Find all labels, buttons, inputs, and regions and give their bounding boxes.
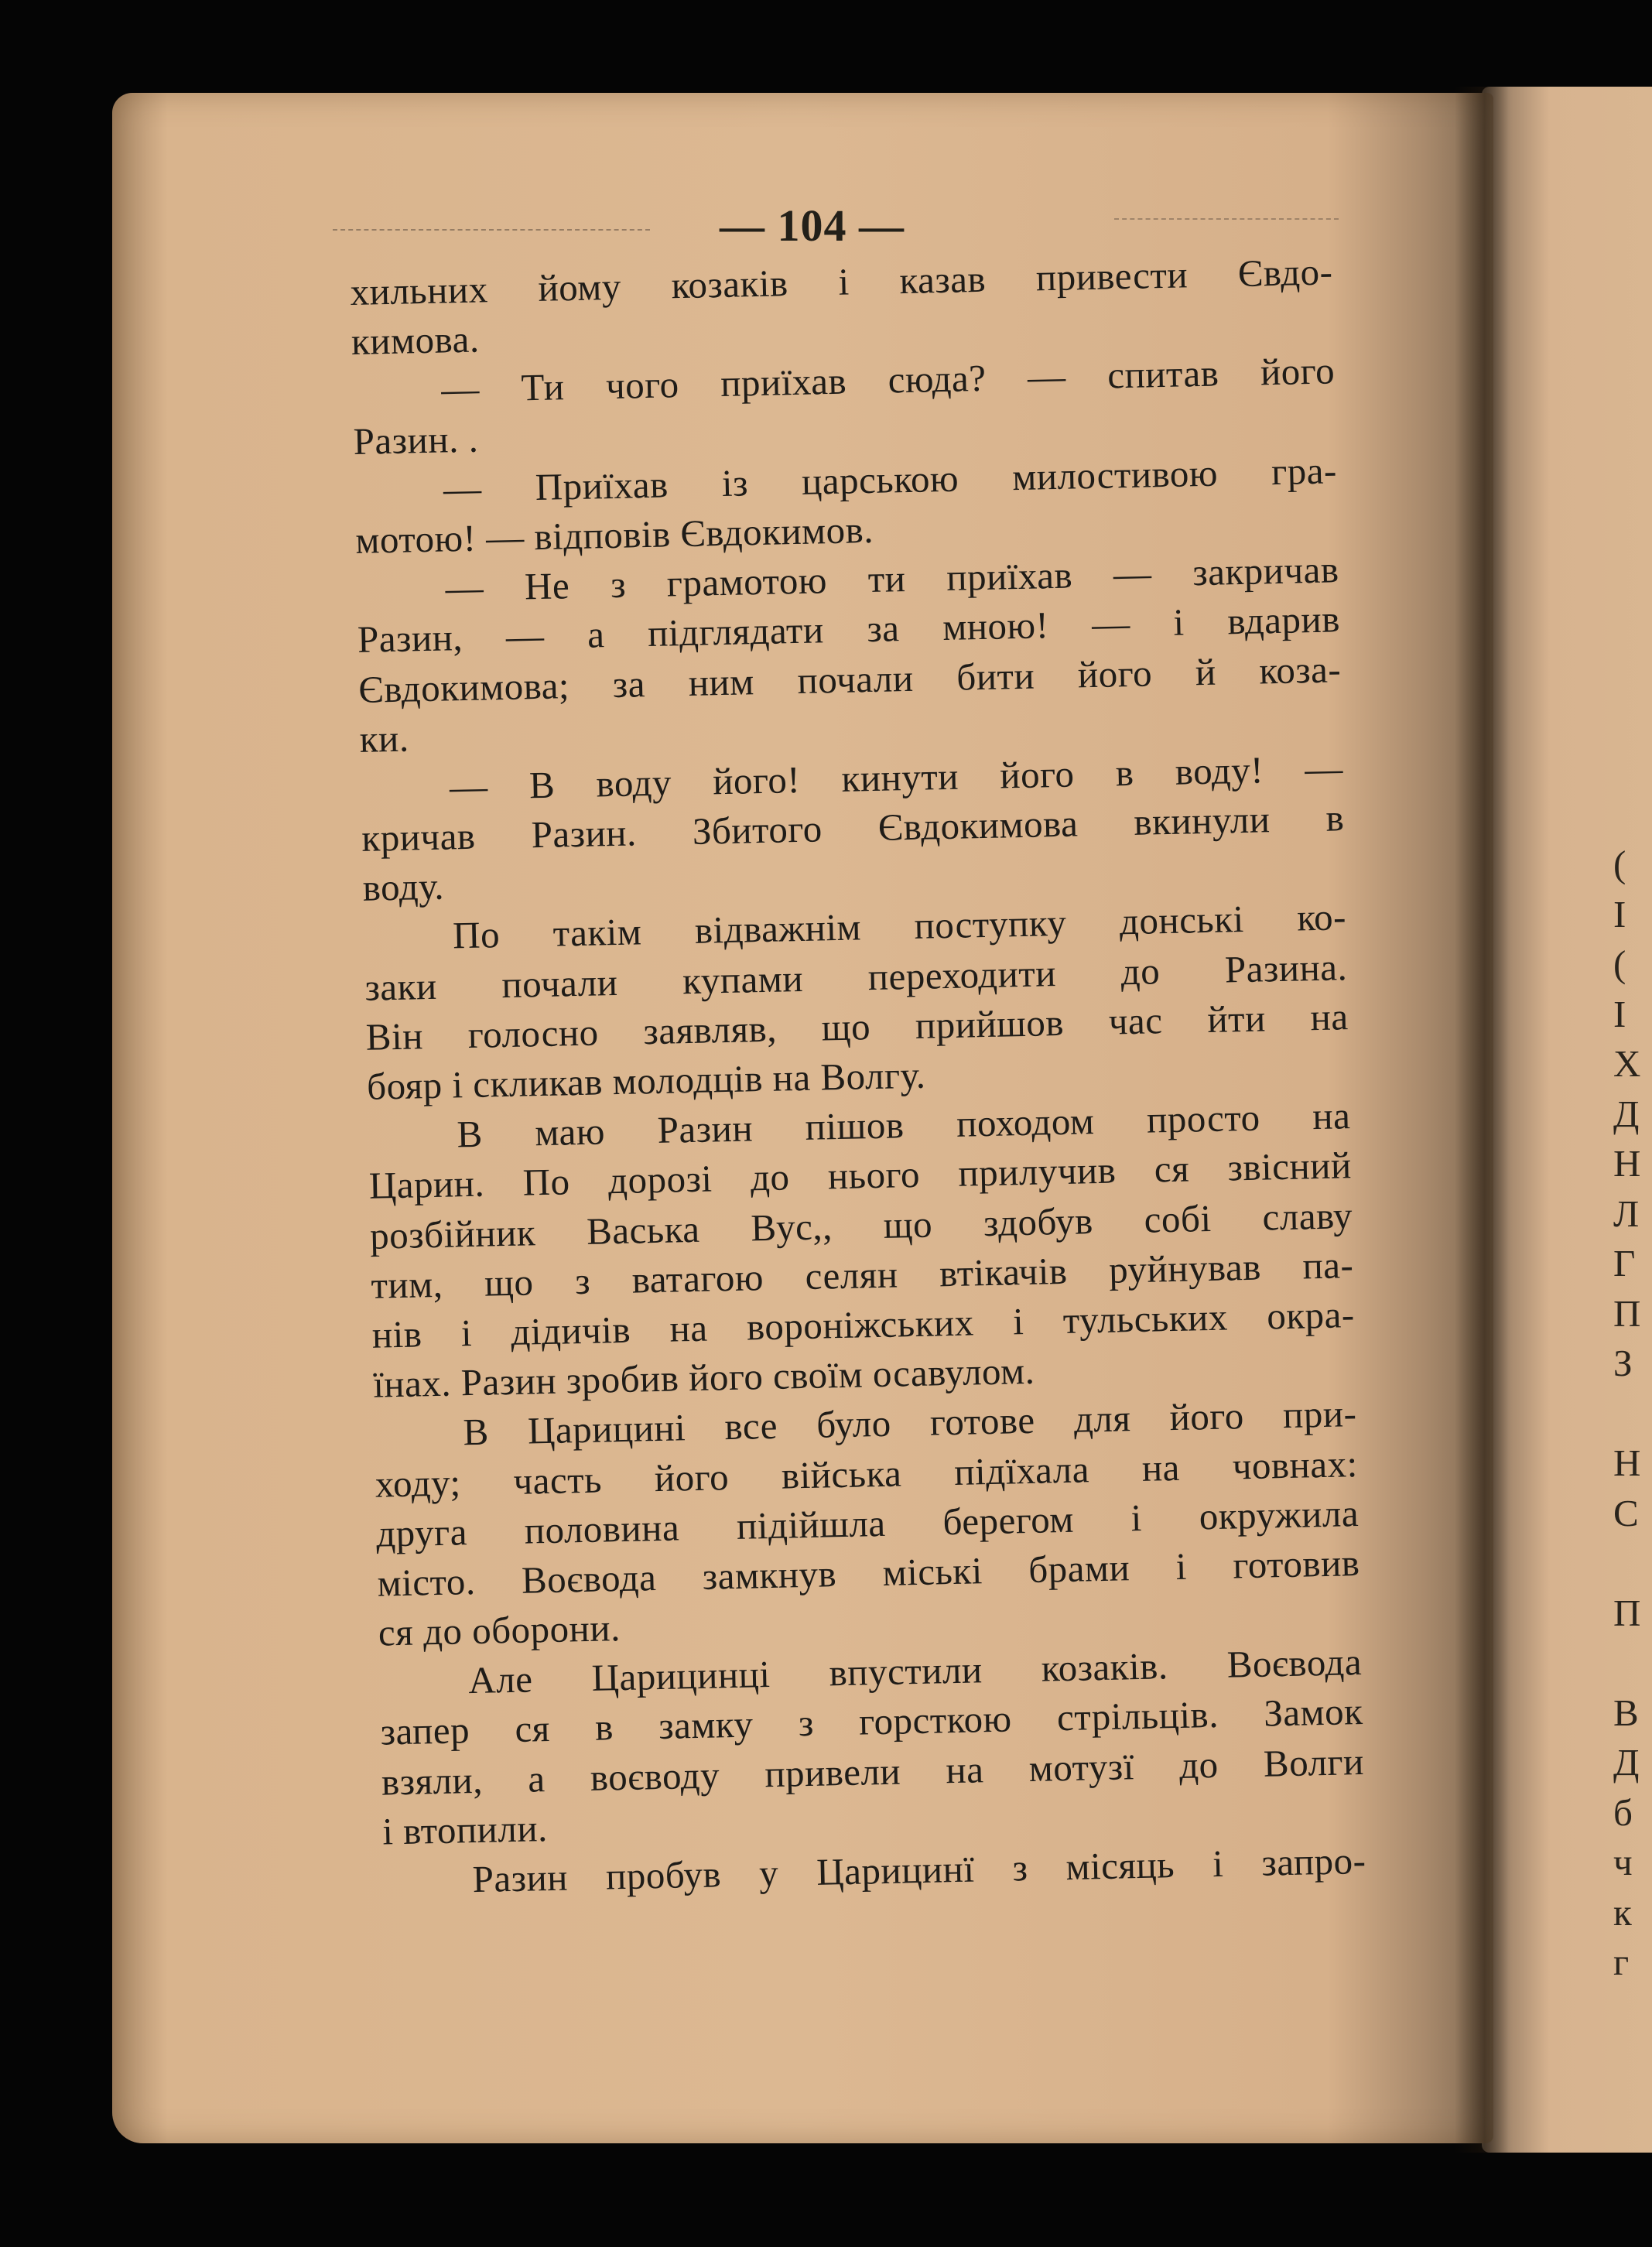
text-line: нів і дідичів на вороніжських і тульських окра-	[371, 1293, 1356, 1356]
facing-page-fragment: Г	[1613, 1242, 1636, 1284]
page-number: — 104 —	[720, 200, 905, 251]
text-line: Разин. .	[353, 417, 479, 463]
facing-page-fragment: І	[1613, 892, 1626, 935]
facing-page-text-fragments	[1613, 0, 1641, 2247]
facing-page-fragment: І	[1613, 992, 1626, 1035]
text-line: Разин пробув у Царицинї з місяць і запро-	[472, 1838, 1366, 1901]
text-line: В маю Разин пішов походом просто на	[456, 1094, 1351, 1156]
facing-page-fragment: г	[1613, 1941, 1630, 1983]
facing-page-fragment: В	[1613, 1691, 1639, 1734]
facing-page-fragment: б	[1613, 1790, 1633, 1834]
facing-page-fragment: к	[1613, 1890, 1632, 1934]
text-line: Разин, — а підглядати за мною! — і вдарив	[357, 597, 1341, 662]
facing-page-fragment: З	[1613, 1342, 1633, 1384]
facing-page-fragment: П	[1613, 1591, 1641, 1634]
text-line: Царин. По дорозі до нього прилучив ся звісний	[368, 1144, 1353, 1208]
text-line: розбійник Васька Вус,, що здобув собі славу	[369, 1193, 1353, 1257]
facing-page-fragment: Н	[1613, 1442, 1641, 1484]
text-line: місто. Воєвода замкнув міські брами і готовив	[377, 1541, 1360, 1605]
text-line: — Ти чого приїхав сюда? — спитав його	[440, 349, 1336, 411]
facing-page-fragment: Л	[1613, 1192, 1640, 1235]
header-rule-right	[1114, 218, 1339, 220]
book-gutter-shadow	[1455, 87, 1509, 2153]
text-line: ходу; часть його війська підїхала на човнах:	[375, 1442, 1359, 1506]
text-line: — Приїхав із царською милостивою гра-	[443, 449, 1338, 511]
text-line: заки почали купами переходити до Разина.	[364, 945, 1348, 1009]
text-line: ки.	[359, 717, 410, 761]
text-line: — Не з грамотою ти приїхав — закричав	[445, 548, 1340, 610]
text-line: Євдокимова; за ним почали бити його й коза-	[357, 647, 1342, 711]
facing-page-fragment: (	[1613, 843, 1626, 885]
text-line: хильних йому козаків і казав привести Євдо-	[350, 250, 1333, 313]
text-line: Він голосно заявляв, що прийшов час йти на	[365, 995, 1349, 1059]
text-line: бояр і скликав молодців на Волгу.	[366, 1053, 926, 1108]
facing-page-fragment: П	[1613, 1291, 1641, 1335]
text-line: мотою! — відповів Євдокимов.	[354, 508, 874, 562]
text-line: кимова.	[351, 317, 481, 364]
text-line: воду.	[362, 864, 445, 910]
page-text	[350, 247, 1366, 1906]
facing-page-fragment: Х	[1613, 1042, 1641, 1085]
text-line: В Царицині все було готове для його при-	[462, 1392, 1357, 1454]
facing-page-fragment: ч	[1613, 1841, 1633, 1883]
text-line: взяли, а воєводу привели на мотузї до Волги	[381, 1739, 1365, 1804]
text-line: — В воду його! кинути його в воду! —	[449, 747, 1344, 809]
text-line: друга половина підійшла берегом і окружила	[375, 1491, 1360, 1555]
facing-page-fragment: Д	[1613, 1092, 1640, 1135]
text-line: запер ся в замку з горсткою стрільців. Замок	[380, 1690, 1363, 1754]
text-line: їнах. Разин зробив його своїм осавулом.	[372, 1349, 1035, 1406]
header-rule-left	[333, 229, 650, 231]
facing-page-fragment: (	[1613, 942, 1626, 985]
text-line: ся до оборони.	[378, 1606, 621, 1654]
text-line: тим, що з ватагою селян втікачів руйнував па-	[370, 1243, 1354, 1307]
text-line: кричав Разин. Збитого Євдокимова вкинули в	[361, 796, 1345, 860]
facing-page-fragment: С	[1613, 1491, 1639, 1534]
facing-page-fragment: Д	[1613, 1741, 1640, 1784]
text-line: По такім відважнім поступку донські ко-	[452, 895, 1347, 957]
facing-page-fragment: Н	[1613, 1142, 1641, 1185]
text-line: і втопили.	[381, 1806, 549, 1853]
text-line: Але Царицинці впустили козаків. Воєвода	[467, 1640, 1363, 1702]
